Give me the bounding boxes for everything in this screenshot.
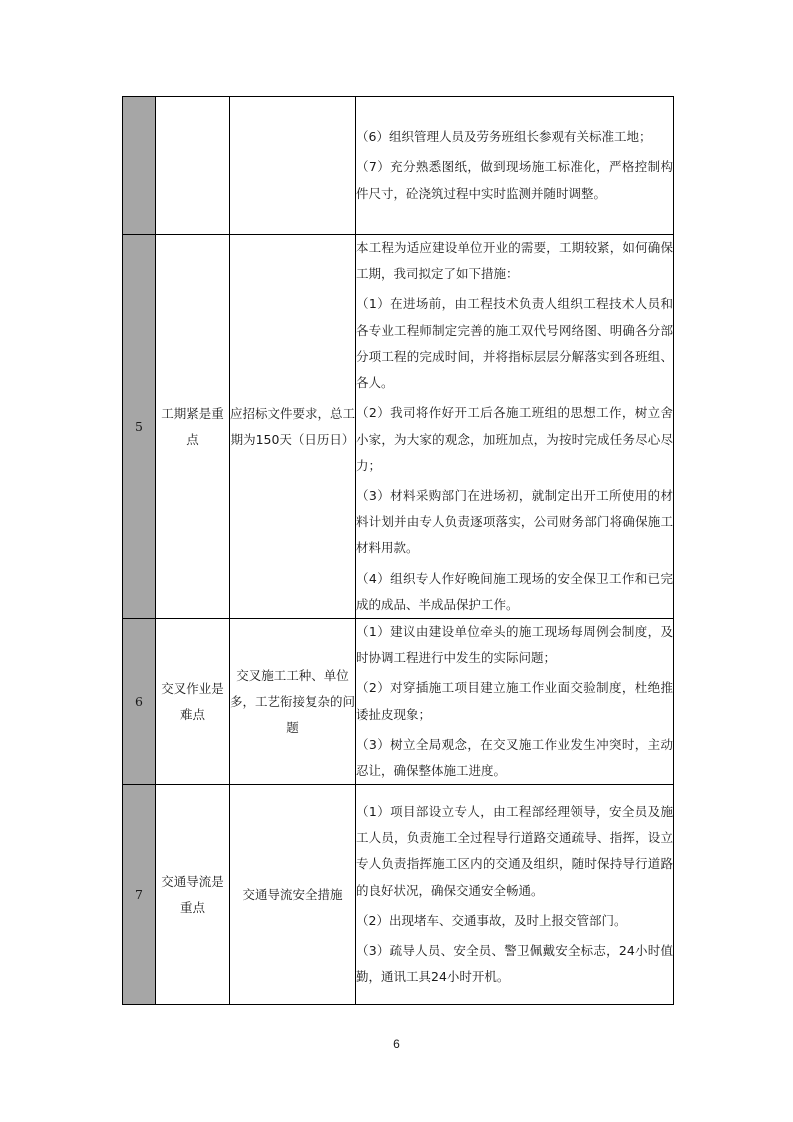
item-requirement: 应招标文件要求，总工期为150天（日历日） — [230, 235, 356, 619]
measure-paragraph: （3）树立全局观念，在交叉施工作业发生冲突时，主动忍让，确保整体施工进度。 — [356, 736, 673, 779]
table-row — [123, 235, 674, 619]
measure-paragraph: （2）我司将作好开工后各施工班组的思想工作，树立舍小家，为大家的观念，加班加点，为按时完成任务尽心尽力； — [356, 405, 673, 473]
measure-paragraph: （1）在进场前，由工程技术负责人组织工程技术人员和各专业工程师制定完善的施工双代号网络图、明确各分部分项工程的完成时间，并将指标层层分解落实到各班组、各人。 — [356, 296, 673, 391]
table-row — [123, 785, 674, 1005]
item-name: 工期紧是重点 — [156, 235, 230, 619]
measures-cell — [356, 619, 674, 785]
table-row — [123, 619, 674, 785]
measure-paragraph: （7）充分熟悉图纸，做到现场施工标准化，严格控制构件尺寸，砼浇筑过程中实时监测并随时调整。 — [356, 159, 673, 201]
item-requirement — [230, 97, 356, 235]
row-number — [123, 97, 156, 235]
item-requirement: 交通导流安全措施 — [230, 785, 356, 1005]
item-requirement: 交叉施工工种、单位多，工艺衔接复杂的问题 — [230, 619, 356, 785]
row-number: 7 — [123, 785, 156, 1005]
measures-cell — [356, 785, 674, 1005]
measure-paragraph: （6）组织管理人员及劳务班组长参观有关标准工地； — [356, 129, 652, 145]
measure-paragraph: （2）对穿插施工项目建立施工作业面交验制度，杜绝推诿扯皮现象； — [356, 680, 673, 722]
measure-paragraph: （1）建议由建设单位牵头的施工现场每周例会制度，及时协调工程进行中发生的实际问题； — [356, 624, 673, 666]
measures-cell — [356, 97, 674, 235]
measure-paragraph: 本工程为适应建设单位开业的需要，工期较紧，如何确保工期，我司拟定了如下措施： — [356, 240, 673, 282]
item-name — [156, 97, 230, 235]
measure-paragraph: （1）项目部设立专人，由工程部经理领导，安全员及施工人员，负责施工全过程导行道路交通疏导、指挥，设立专人负责指挥施工区内的交通及组织，随时保持导行道路的良好状况，确保交通安全畅通。 — [356, 804, 673, 898]
page-number: 6 — [393, 1037, 400, 1051]
measure-paragraph: （3）疏导人员、安全员、警卫佩戴安全标志，24小时值勤，通讯工具24小时开机。 — [356, 943, 673, 985]
row-number: 6 — [123, 619, 156, 785]
measure-paragraph: （4）组织专人作好晚间施工现场的安全保卫工作和已完成的成品、半成品保护工作。 — [356, 570, 673, 612]
item-name: 交叉作业是难点 — [156, 619, 230, 785]
table-row — [123, 97, 674, 235]
row-number: 5 — [123, 235, 156, 619]
item-name: 交通导流是重点 — [156, 785, 230, 1005]
measure-paragraph: （2）出现堵车、交通事故，及时上报交管部门。 — [356, 912, 627, 928]
measures-table — [122, 96, 674, 1005]
measures-cell — [356, 235, 674, 619]
measure-paragraph: （3）材料采购部门在进场初，就制定出开工所使用的材料计划并由专人负责逐项落实，公司财务部门将确保施工材料用款。 — [356, 487, 673, 556]
